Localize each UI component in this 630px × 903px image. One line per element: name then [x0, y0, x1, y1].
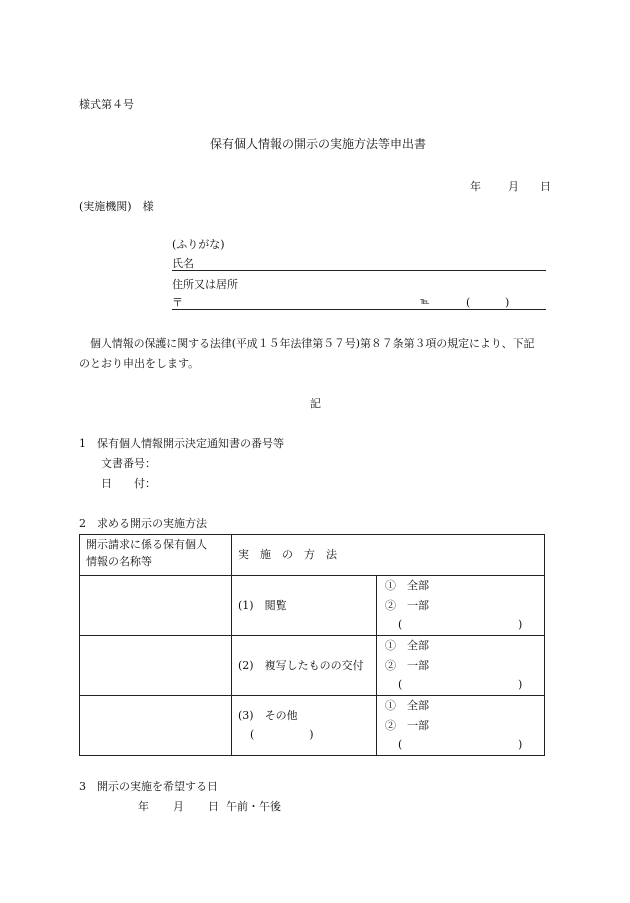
row1-option-part: ② 一部: [385, 599, 429, 612]
row3-option-part: ② 一部: [385, 719, 429, 732]
furigana-label: (ふりがな): [172, 238, 225, 251]
table-row-divider: [80, 695, 544, 696]
date-month: 月: [508, 180, 519, 193]
date-day: 日: [540, 180, 551, 193]
section1-heading: 1 保有個人情報開示決定通知書の番号等: [79, 437, 284, 450]
name-underline: [172, 270, 546, 271]
table-header-method: 実 施 の 方 法: [238, 548, 337, 561]
ki-heading: 記: [310, 397, 321, 410]
row2-paren-open: (: [398, 678, 403, 691]
form-number: 様式第４号: [79, 98, 134, 111]
row3-paren-open: (: [398, 738, 403, 751]
table-col-divider: [376, 575, 377, 755]
preferred-ampm: 午前・午後: [226, 800, 281, 813]
table-col-divider: [231, 535, 232, 755]
address-label: 住所又は居所: [172, 278, 238, 291]
tel-paren-open: (: [466, 296, 471, 309]
row1-paren-close: ): [518, 618, 523, 631]
method-browse: (1) 閲覧: [238, 599, 287, 612]
method-other-paren: ( ): [250, 728, 314, 741]
section2-heading: 2 求める開示の実施方法: [79, 517, 207, 530]
page-title: 保有個人情報の開示の実施方法等申出書: [210, 137, 427, 151]
table-header-name-line1: 開示請求に係る保有個人: [86, 538, 207, 551]
body-text-line2: のとおり申出をします。: [79, 357, 200, 370]
postal-mark: 〒: [172, 296, 183, 309]
row2-paren-close: ): [518, 678, 523, 691]
section3-heading: 3 開示の実施を希望する日: [79, 780, 218, 793]
disclosure-method-table: [79, 534, 545, 756]
row1-option-all: ① 全部: [385, 579, 429, 592]
row2-option-part: ② 一部: [385, 659, 429, 672]
table-row-divider: [80, 635, 544, 636]
method-copy-delivery: (2) 複写したものの交付: [238, 659, 364, 672]
doc-date-label: 日 付：: [101, 477, 156, 490]
preferred-month: 月: [173, 800, 184, 813]
body-text-line1: 個人情報の保護に関する法律(平成１５年法律第５７号)第８７条第３項の規定により、下記: [90, 337, 535, 350]
name-label: 氏名: [172, 257, 194, 270]
address-underline: [172, 309, 546, 310]
table-header-name-line2: 情報の名称等: [86, 555, 152, 568]
preferred-day: 日: [208, 800, 219, 813]
row1-paren-open: (: [398, 618, 403, 631]
doc-number-label: 文書番号：: [101, 457, 156, 470]
method-other: (3) その他: [238, 709, 298, 722]
date-year: 年: [470, 180, 481, 193]
tel-paren-close: ): [505, 296, 510, 309]
addressee: (実施機関) 様: [79, 200, 154, 213]
row3-option-all: ① 全部: [385, 699, 429, 712]
row2-option-all: ① 全部: [385, 639, 429, 652]
row3-paren-close: ): [518, 738, 523, 751]
tel-mark: ℡: [420, 297, 430, 307]
table-row-divider: [80, 575, 544, 576]
preferred-year: 年: [138, 800, 149, 813]
